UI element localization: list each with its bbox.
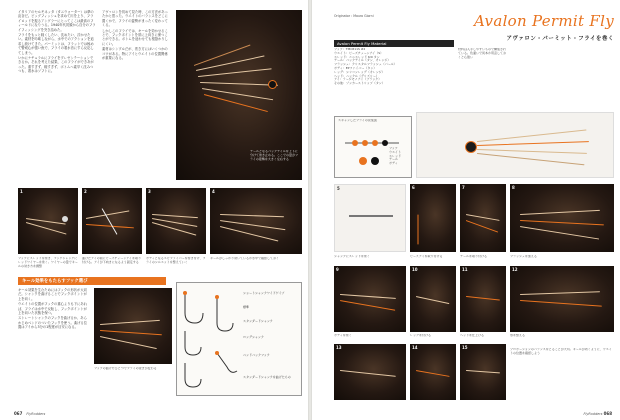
fly-diagram <box>334 116 412 178</box>
step-number: 7 <box>462 185 465 190</box>
paragraph: キール効果を生むためにはフックの形状が大切だ。シャンクを曲げることでフックポイントが上を向く。 <box>18 288 87 301</box>
kiel-photo-caption: フックの曲げ方ひとつでフライの泳ぎが変わる <box>94 367 157 370</box>
material-item: フラッシュ：クリスタルフラッシュ（パール） <box>334 62 397 67</box>
step-photo <box>82 188 142 254</box>
hook-legend-label: 標準 <box>243 305 250 309</box>
step-caption: レッグを付ける <box>410 334 431 337</box>
step-caption: キールがしっかり効いているか水中で確認しておく <box>210 257 279 260</box>
material-item: その他：ゾンカーストリップ（タン） <box>334 81 385 86</box>
paragraph: アヴァロンを初めて見た時、この方法があったかと思った。ウエイトのバランスをどこに置くかで、フライの姿勢がまったく変わってくる。 <box>102 10 168 28</box>
paragraph: フライをもっと軽くしたい、沈めたい、浮かせたい。素材を吟味しながら、水中でのアクションを追求し続けてきた。パーミットは、フラットでは極めて警戒心が強い魚で、フライの着水音にすら反応してしまう。 <box>18 33 94 55</box>
diagram-label: テール <box>389 157 398 162</box>
step-photo <box>460 344 506 400</box>
paragraph: しかしこのフライでは、キールを効かせることで、フックポイントを常に上向きに保つことができる。ボトムを這わせても根掛かりしにくい。 <box>102 28 168 46</box>
step-caption: フラッシュを加える <box>510 255 537 258</box>
materials-note: 材料は入手しやすいもので構成されている。色違いで何本か用意しておくと心強い <box>458 48 506 59</box>
step-photo <box>510 184 614 252</box>
kiel-section-heading: キール効果をもたらすフック選び <box>18 277 166 285</box>
step-number: 14 <box>412 345 418 350</box>
materials-list <box>334 48 454 112</box>
hook-legend-label: ショートシャンクワイドゲイプ <box>243 291 285 295</box>
paragraph: ストレートシャンクのフックを曲げるか、あらかじめベンドのついたフックを使う。曲げる位置はアイから3分の1程度が目安になる。 <box>18 316 88 330</box>
step-photo <box>460 266 506 332</box>
main-photo-caption: テールとなるバックテイルを上下に分けて巻き止める。ここでの量がフライの姿勢を大きく左右する <box>250 150 299 161</box>
left-page <box>0 0 308 420</box>
step-photo <box>334 266 406 332</box>
materials-heading: Avalon Permit Fly Material <box>334 40 454 47</box>
hook-drawings <box>177 283 303 397</box>
diagram-caption: スキャンしたフライの完成図 <box>338 119 377 122</box>
step-caption: 曲げたアイの前にビーズチェーンアイを取り付ける。アイが下向きになるよう固定する <box>82 257 141 264</box>
step-caption: テールを取り付ける <box>460 255 487 258</box>
magazine-brand: FlyRodders <box>26 412 46 416</box>
hook-diagram <box>176 282 302 396</box>
magazine-brand: FlyRodders <box>583 412 603 416</box>
step-number: 15 <box>462 345 468 350</box>
step-caption: シャンクにスレッドを巻く <box>334 255 370 258</box>
originator-credit: Originator : Mauro Giorni <box>334 14 374 18</box>
body-column-1 <box>18 10 96 150</box>
step-number: 3 <box>148 189 151 194</box>
final-caption: プロポーションのバランスをとることが大切。キールが効くように、ウエイトの位置を確認しよう <box>510 348 612 355</box>
step-photo <box>334 184 406 252</box>
kiel-fly-photo <box>94 288 172 364</box>
step-photo <box>460 184 506 252</box>
material-item: スレッド：ユニスレッド 6/0 タン <box>334 54 380 59</box>
hook-legend-label: ベンドバックフック <box>243 353 270 357</box>
step-photo <box>210 188 302 254</box>
step-caption: ヘッドを仕上げる <box>460 334 485 337</box>
step-caption: フックにスレッドを巻き、フックシャンクにレッドワイヤーを巻く。ワイヤーの量でキールの効き方を調整 <box>18 257 78 268</box>
finished-fly-photo <box>416 112 614 178</box>
step-number: 9 <box>336 267 339 272</box>
page-number: 067 <box>14 411 23 416</box>
hook-legend-label: ロングシャンク <box>243 335 264 339</box>
step-photo <box>334 344 406 400</box>
article-subtitle: アヴァロン・パーミット・フライを巻く <box>506 36 614 42</box>
material-item: アイ：ラージモノアイ（ブラック） <box>334 77 382 82</box>
body-column-2 <box>102 10 170 150</box>
diagram-label: ウエイト <box>389 149 402 154</box>
right-footer <box>579 411 612 416</box>
material-item: ボディ：EPファイバー（タン） <box>334 65 377 70</box>
step-number: 5 <box>337 186 340 191</box>
material-item: ヘッド：ハックル（グリズリー） <box>334 73 379 78</box>
step-number: 12 <box>512 267 518 272</box>
step-caption: 形を整える <box>510 334 526 337</box>
diagram-label: ボディ <box>389 161 398 166</box>
step-photo <box>410 266 456 332</box>
step-number: 2 <box>84 189 87 194</box>
step-photo <box>18 188 78 254</box>
step-photo <box>146 188 206 254</box>
step-photo <box>410 344 456 400</box>
diagram-label: スレッド <box>389 153 401 158</box>
article-title: Avalon Permit Fly <box>474 12 614 30</box>
step-number: 13 <box>336 345 342 350</box>
paragraph: ウエイトの位置がフックの重心よりも下にあれば、フライは水中で反転し、フックポイントが上を向いた状態を保つ。 <box>18 302 88 316</box>
step-number: 1 <box>20 189 23 194</box>
step-number: 10 <box>412 267 418 272</box>
page-number: 068 <box>603 411 612 416</box>
diagram-label: フック <box>389 147 398 150</box>
step-photo <box>410 184 456 252</box>
hook-legend-label: スタンダードシャンクを曲げたもの <box>243 375 291 379</box>
step-number: 4 <box>212 189 215 194</box>
left-footer <box>14 411 45 416</box>
step-photo <box>510 266 614 332</box>
material-item: テール：バックテイル（タン、オレンジ） <box>334 58 391 63</box>
right-page <box>312 0 620 420</box>
step-caption: ボディとなるエピファイバーを巻き付け、フライのシルエットを整えていく <box>146 257 206 264</box>
hook-legend-label: スタンダードシャンク <box>243 319 273 323</box>
material-item: レッグ：シリコンレッグ（オレンジ） <box>334 69 385 74</box>
paragraph: いかにナチュラルにフライをプレゼンテーションできるか。それを考えた結果、このフライができあがった。重すぎず、軽すぎず、ボトムへ素早く沈みつつも、着水はソフトに。 <box>18 56 94 74</box>
kiel-body <box>18 288 90 400</box>
step-caption: ビーズアイを取り付ける <box>410 255 443 258</box>
diagram-labels <box>389 147 413 166</box>
paragraph: イタリアのセルモネッタ（タニウォーター）は夢の渓谷だ。ビッグフィッシュを求めて川を上り、フライロッドを振るアングラーにとってここは最高のフィールドになりうる。1940年代初頭から自分のフライフィッシングを突き詰めた。 <box>18 10 96 32</box>
step-number: 8 <box>512 185 515 190</box>
step-number: 6 <box>412 185 415 190</box>
material-item: ウエイト：ビーズチェーンアイ（S） <box>334 50 384 55</box>
paragraph: 素材はシンプルだが、巻き方にはいくつかのコツがある。特にアイとウエイトの位置関係が重要になる。 <box>102 47 168 61</box>
material-item: フック：TMC811S #2 <box>334 48 366 51</box>
step-caption: ボディを巻く <box>334 334 352 337</box>
step-number: 11 <box>462 267 468 272</box>
